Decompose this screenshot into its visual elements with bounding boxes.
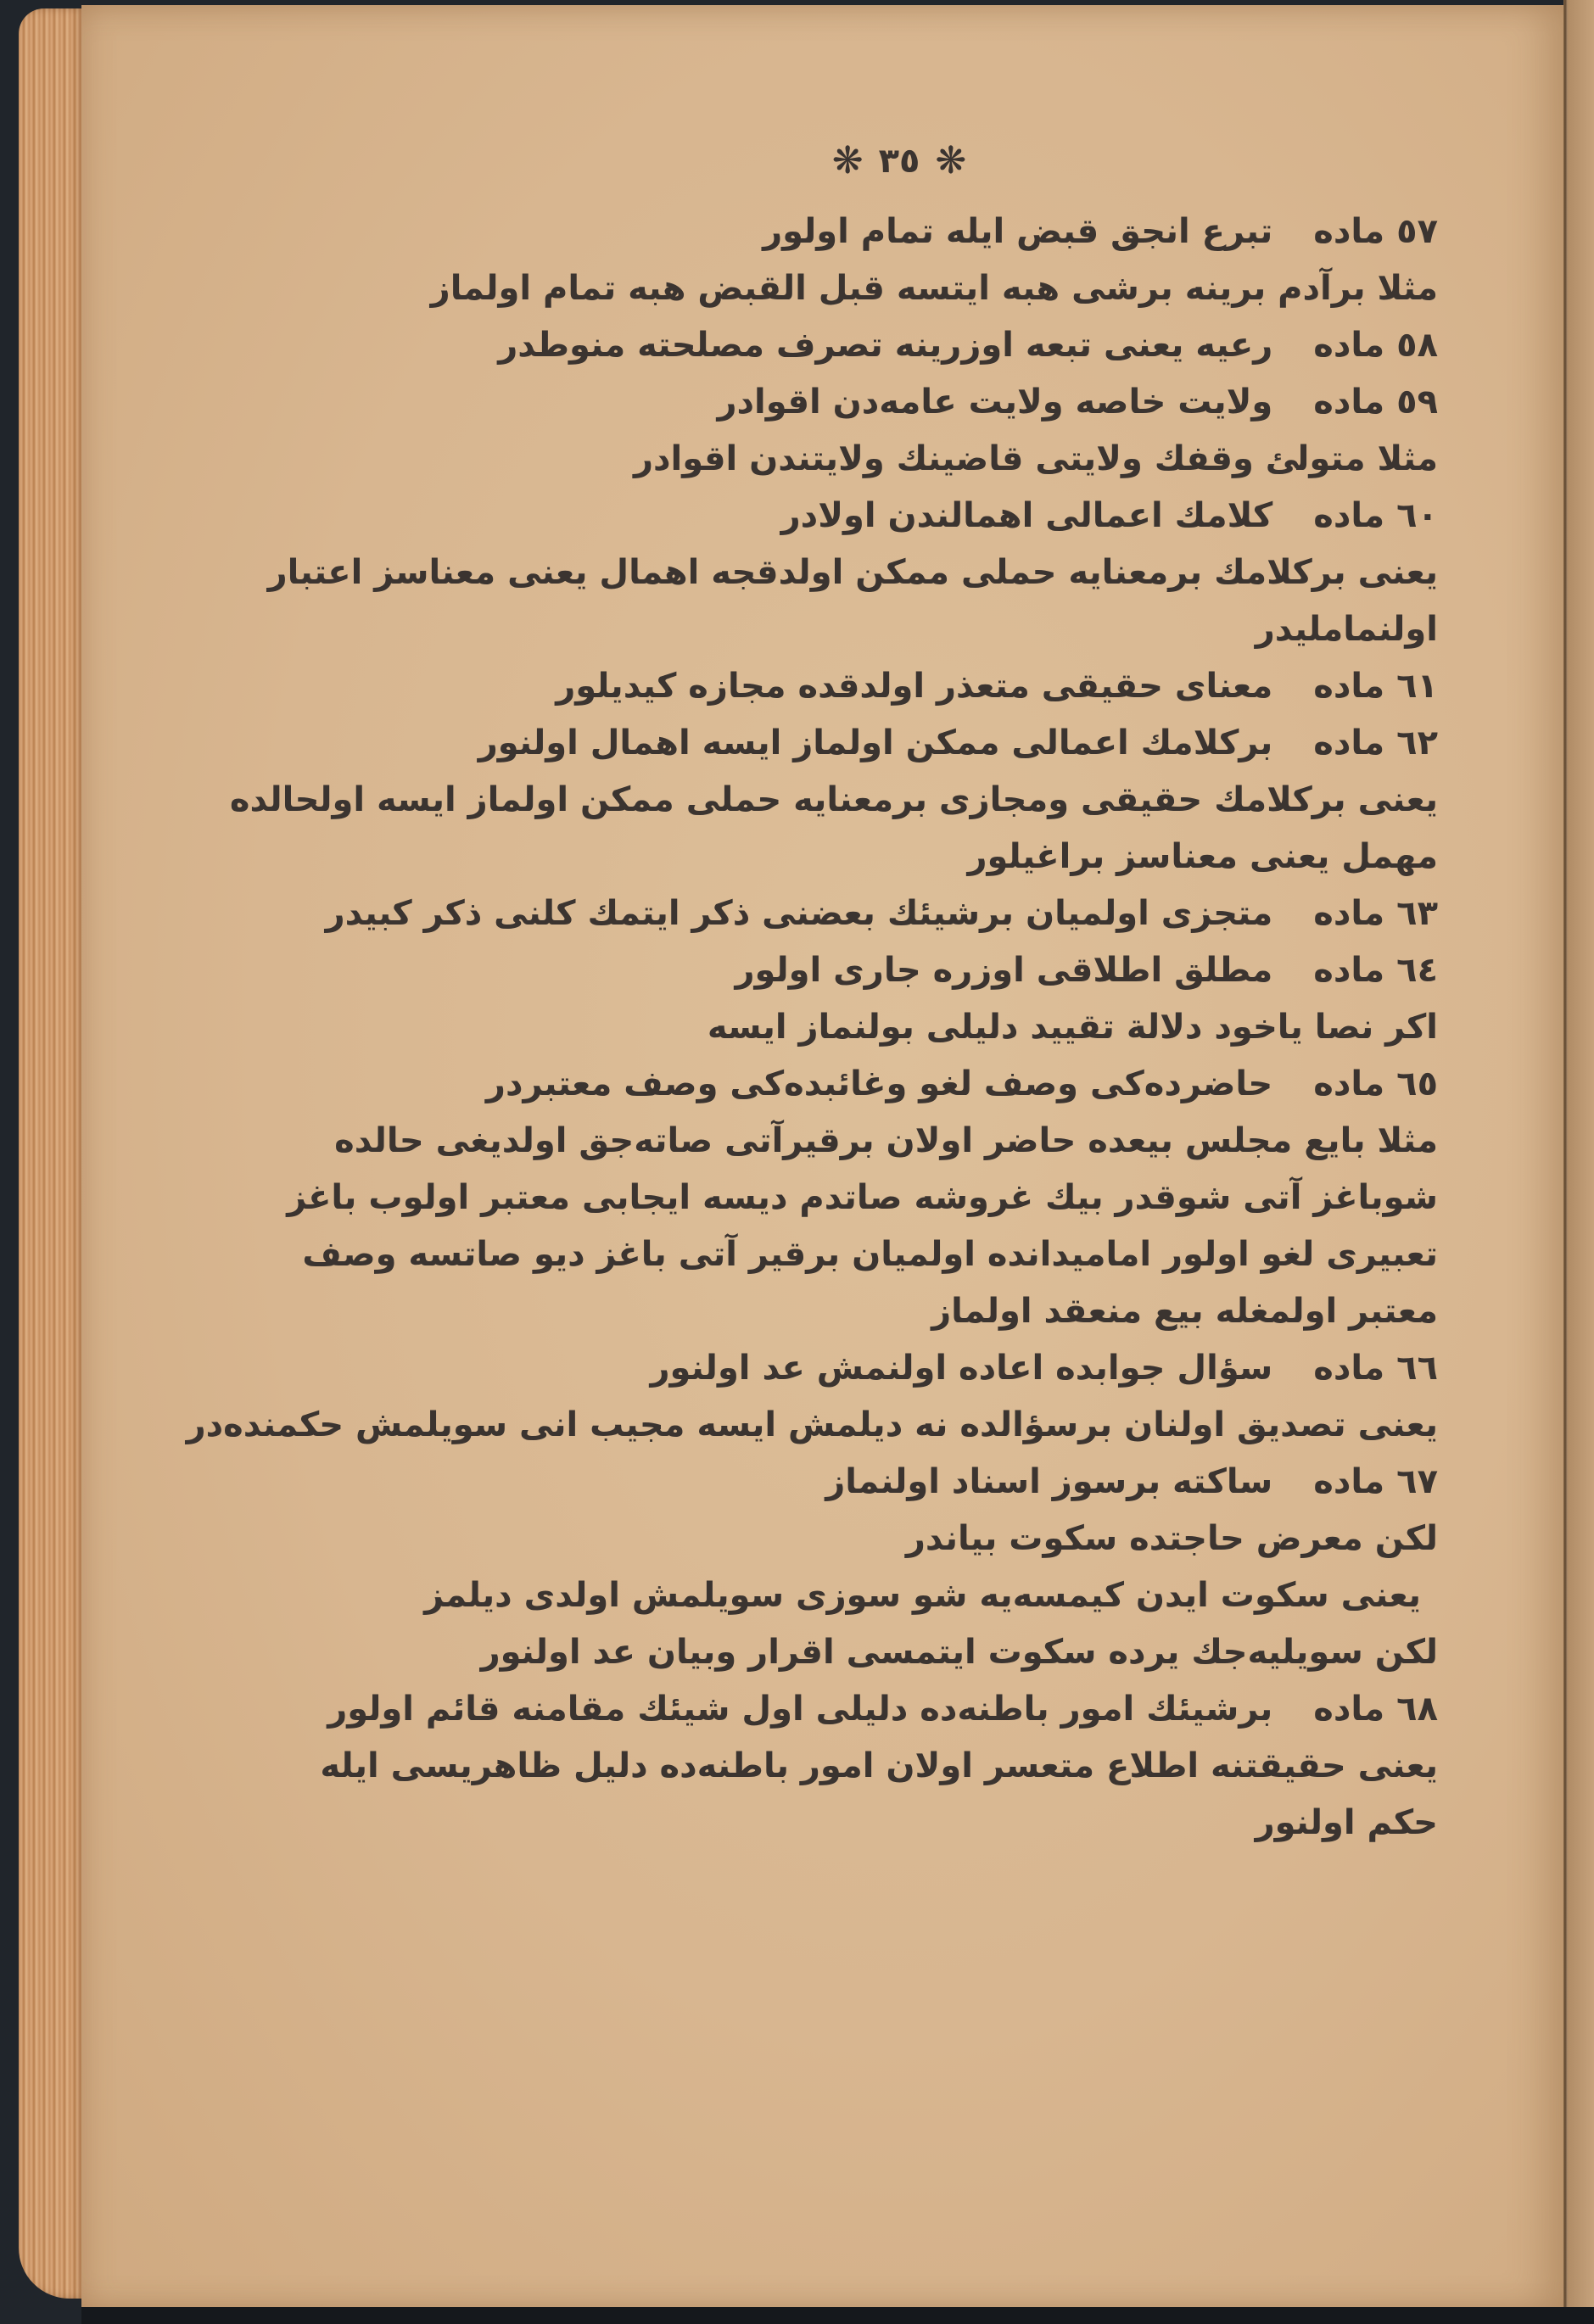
article-line [356, 715, 1438, 772]
text-line: تعبيرى لغو اولور اماميدانده اولميان برقير آتى باغز ديو صاتسه وصف [302, 1235, 1438, 1274]
article-text: كلامك اعمالى اهمالندن اولادر [780, 496, 1273, 535]
article-text: متجزى اولميان برشيئك بعضنى ذكر ايتمك كلنى ذكر كبيدر [325, 894, 1273, 933]
text-line: حكم اولنور [1255, 1803, 1438, 1842]
ornament-icon: ❋ [935, 139, 967, 182]
article-number: ٦٤ [1396, 951, 1438, 990]
text-line: يعنى بركلامك حقيقى ومجازى برمعنايه حملى ممكن اولماز ايسه اولحالده [229, 780, 1438, 819]
article-text: تبرع انجق قبض ايله تمام اولور [763, 212, 1273, 251]
text-line: مثلا بايع مجلس بيعده حاضر اولان برقيرآتى صاته‌جق اولديغى حالده [334, 1121, 1438, 1160]
page-text-body [186, 204, 1438, 1852]
text-line: شوباغز آتى شوقدر بيك غروشه صاتدم ديسه ايجابى معتبر اولوب باغز [287, 1178, 1438, 1217]
article-label: ماده [1313, 1064, 1385, 1103]
text-line: مثلا برآدم برينه برشى هبه ايتسه قبل القبض هبه تمام اولماز [430, 269, 1438, 308]
article-line [356, 317, 1438, 374]
text-line: يعنى تصديق اولنان برسؤالده نه ديلمش ايسه مجيب انى سويلمش حكمنده‌در [186, 1405, 1438, 1444]
article-number: ٦٣ [1396, 894, 1438, 933]
text-line: لكن معرض حاجتده سكوت بياندر [905, 1519, 1438, 1558]
article-text: حاضرده‌كى وصف لغو وغائبده‌كى وصف معتبردر [485, 1064, 1273, 1103]
article-number: ٦٠ [1396, 496, 1438, 535]
article-line [356, 1454, 1438, 1511]
article-line [356, 488, 1438, 545]
article-line [356, 204, 1438, 260]
page-header [797, 127, 1001, 195]
article-number: ٥٨ [1396, 326, 1438, 365]
text-line: يعنى سكوت ايدن كيمسه‌يه شو سوزى سويلمش اولدى ديلمز [424, 1576, 1421, 1615]
ornament-icon: ❋ [831, 139, 864, 182]
article-label: ماده [1313, 1690, 1385, 1729]
article-text: ولايت خاصه ولايت عامه‌دن اقوادر [717, 383, 1273, 422]
article-line [356, 374, 1438, 431]
text-line: يعنى بركلامك برمعنايه حملى ممكن اولدقجه اهمال يعنى معناسز اعتبار [267, 553, 1438, 592]
article-text: ساكته برسوز اسناد اولنماز [825, 1462, 1273, 1501]
text-line: مثلا متولئ وقفك ولايتى قاضينك ولايتندن اقوادر [633, 439, 1438, 478]
article-text: رعيه يعنى تبعه اوزرينه تصرف مصلحته منوطدر [498, 326, 1273, 365]
article-label: ماده [1313, 951, 1385, 990]
article-text: بركلامك اعمالى ممكن اولماز ايسه اهمال اولنور [478, 723, 1273, 763]
article-number: ٥٩ [1396, 383, 1438, 422]
text-line: مهمل يعنى معناسز براغيلور [967, 837, 1438, 876]
article-label: ماده [1313, 667, 1385, 706]
facing-page-edge [1568, 0, 1594, 2309]
article-label: ماده [1313, 212, 1385, 251]
article-line [325, 885, 1438, 942]
article-label: ماده [1313, 894, 1385, 933]
article-number: ٦٢ [1396, 723, 1438, 763]
article-label: ماده [1313, 496, 1385, 535]
article-number: ٦٥ [1396, 1064, 1438, 1103]
article-line [327, 1681, 1438, 1738]
text-line: اولنماملیدر [1255, 610, 1438, 649]
article-line [356, 658, 1438, 715]
scan-background [81, 2307, 1594, 2324]
article-label: ماده [1313, 326, 1385, 365]
article-line [356, 1056, 1438, 1113]
article-number: ٥٧ [1396, 212, 1438, 251]
text-line: يعنى حقيقتنه اطلاع متعسر اولان امور باطنه‌ده دليل ظاهريسى ايله [320, 1746, 1438, 1785]
article-text: برشيئك امور باطنه‌ده دليلى اول شيئك مقامنه قائم اولور [327, 1690, 1273, 1729]
article-number: ٦١ [1396, 667, 1438, 706]
article-label: ماده [1313, 383, 1385, 422]
article-text: مطلق اطلاقى اوزره جارى اولور [735, 951, 1273, 990]
article-text: معناى حقيقى متعذر اولدقده مجازه كيديلور [556, 667, 1273, 706]
article-number: ٦٨ [1396, 1690, 1438, 1729]
article-number: ٦٧ [1396, 1462, 1438, 1501]
article-line [356, 1340, 1438, 1397]
article-line [356, 942, 1438, 999]
text-line: لكن سويليه‌جك يرده سكوت ايتمسى اقرار وبيان عد اولنور [480, 1633, 1438, 1672]
article-label: ماده [1313, 723, 1385, 763]
page-number: ٣٥ [878, 142, 920, 181]
article-number: ٦٦ [1396, 1349, 1438, 1388]
book-page-edges [19, 8, 85, 2299]
article-label: ماده [1313, 1462, 1385, 1501]
text-line: معتبر اولمغله بيع منعقد اولماز [931, 1292, 1438, 1331]
article-label: ماده [1313, 1349, 1385, 1388]
text-line: اكر نصا ياخود دلالة تقييد دليلى بولنماز ايسه [707, 1008, 1438, 1047]
article-text: سؤال جوابده اعاده اولنمش عد اولنور [650, 1349, 1273, 1388]
